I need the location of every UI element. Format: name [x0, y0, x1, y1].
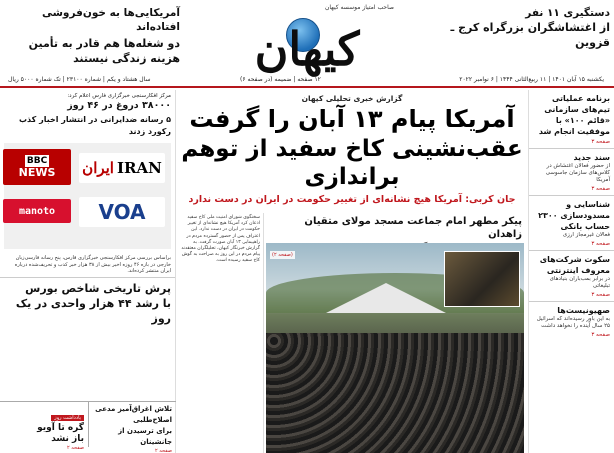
commentary-title: تلاش اغراق‌آمیز مدعی اصلاح‌طلبی: [95, 405, 172, 424]
logo-area[interactable]: [200, 4, 414, 76]
masthead-left-headline-2: دو شغله‌ها هم قادر به تأمین هزینه زندگی نیستند: [28, 37, 180, 65]
iran-persian-wordmark: ایران: [82, 159, 114, 177]
main-lower-section: [178, 213, 526, 453]
main-column: [178, 90, 526, 453]
masthead-left-headline-1: آمریکایی‌ها به خون‌فروشی افتاده‌اند: [41, 7, 180, 33]
date-text: یکشنبه ۱۵ آبان ۱۴۰۱ | ۱۱ ربیع‌الثانی ۱۴۴۴ | ۶ نوامبر ۲۰۲۲: [459, 76, 604, 83]
lead-story-text: سخنگوی شورای امنیت ملی کاخ سفید اذعان کرد آمریکا هیچ نشانه‌ای از تغییر حکومت در ایران در دست ندارد. این اعتراف پس از حضور گسترده مردم در راهپیمایی ۱۳ آبان صورت گرفت. به گزارش خبرنگار کیهان، تحلیلگران معتقدند پیام مردم در این روز به صراحت به گوش کاخ سفید رسیده است.: [178, 213, 264, 453]
left-headline-3-line-1: پرش تاریخی شاخص بورس: [25, 281, 171, 295]
right-story-source: صفحه ۳: [591, 139, 610, 145]
masthead-right-story[interactable]: [432, 6, 610, 50]
photo-inset-portrait: [444, 251, 520, 307]
right-story-title-2: از حضور فعالان اغتشاش در کلاس‌های سازمان جاسوسی آمریکا: [545, 163, 610, 183]
main-subhead[interactable]: جان کربی: آمریکا هیچ نشانه‌ای از تغییر حکومت در ایران در دست ندارد: [188, 194, 516, 205]
right-story-4[interactable]: [529, 251, 614, 302]
main-headline-1[interactable]: آمریکا پیام ۱۳ آبان را گرفت: [189, 105, 515, 133]
left-headline-3-line-2: با رشد ۴۴ هزار واحدی در یک روز: [15, 296, 171, 325]
right-story-source: صفحه ۳: [591, 292, 610, 298]
right-story-title: صهیونیست‌ها: [557, 306, 610, 315]
dateline: [0, 74, 614, 86]
editorial-title-2: باز نشد: [51, 434, 84, 444]
right-story-3[interactable]: [529, 196, 614, 251]
right-story-title: شناسایی و مسدودسازی ۲۳۰۰ حساب بانکی: [538, 200, 610, 231]
right-story-source: صفحه ۳: [591, 186, 610, 192]
bbc-news-logo: [3, 149, 71, 185]
left-headline-3[interactable]: [0, 277, 175, 329]
funeral-crowd-photo[interactable]: [266, 243, 524, 453]
right-story-title: سکوت شرکت‌های معروف اینترنتی: [539, 255, 610, 275]
commentary-box[interactable]: [88, 401, 176, 453]
left-bottom-boxes: [0, 401, 176, 453]
manoto-logo: manoto: [3, 199, 71, 223]
iran-latin-wordmark: IRAN: [116, 159, 162, 177]
right-story-1[interactable]: [529, 90, 614, 149]
editorial-source: صفحه ۲: [67, 445, 84, 451]
main-kicker: گزارش خبری تحلیلی کیهان: [301, 94, 403, 103]
iran-international-logo: [79, 153, 165, 183]
editorial-tag: یادداشت روز: [51, 415, 84, 421]
right-story-2[interactable]: [529, 149, 614, 196]
right-story-title: سند جدید: [573, 153, 610, 162]
media-logos-image: [4, 143, 171, 249]
right-story-title: برنامه عملیاتی تیم‌های سازمانی: [544, 94, 610, 114]
editorial-title: گره تا آویو: [37, 423, 84, 433]
editorial-box[interactable]: [0, 401, 88, 451]
right-story-title-2: فعالان غیرمجاز ارزی: [562, 232, 610, 238]
commentary-source: صفحه ۲: [155, 448, 172, 453]
left-headline-1[interactable]: ۳۸۰۰۰ دروغ در ۴۶ روز: [67, 100, 171, 111]
issue-text: سال هشتاد و یکم | شماره ۲۳۱۰۰ | تک شماره ۵۰۰۰ ریال: [8, 76, 151, 83]
funeral-story-title-1: پیکر مطهر امام جماعت مسجد مولای متقیان زاهدان: [304, 216, 522, 240]
voa-logo: VOA: [79, 197, 165, 227]
news-wordmark: NEWS: [18, 166, 56, 179]
left-body-text: براساس بررسی مرکز افکارسنجی خبرگزاری فارس، پنج رسانه فارسی‌زبان خارجی در بازه ۴۶ روزه اخیر بیش از ۳۸ هزار خبر کذب و تحریف‌شده درباره ایران منتشر کرده‌اند.: [14, 255, 171, 274]
bbc-letters: BBC: [26, 156, 48, 166]
right-column: [528, 90, 614, 453]
right-story-5[interactable]: [529, 302, 614, 341]
commentary-title-2: برای ترسیدن از جانشینان: [118, 427, 172, 446]
left-column: [0, 90, 176, 453]
slogan: صاحب امتیاز موسسه کیهان: [324, 4, 394, 11]
right-story-title-2: در برابر بمب‌باران بنیادهای تبلیغاتی: [549, 276, 610, 289]
photo-caption: (صفحه ۲): [272, 252, 293, 258]
right-story-source: صفحه ۳: [591, 241, 610, 247]
right-story-title-2: «قائم ۱۰۰» با موفقیت انجام شد: [538, 116, 610, 136]
left-headline-2[interactable]: ۵ رسانه ضدایرانی در انتشار اخبار کذب رکورد زدند: [18, 115, 171, 136]
masthead: [0, 0, 614, 88]
masthead-right-headline-2: از اغتشاشگران بزرگراه کرج ـ قزوین: [450, 21, 610, 49]
masthead-right-headline-1: دستگیری ۱۱ نفر: [525, 7, 610, 19]
right-story-source: صفحه ۳: [591, 332, 610, 338]
right-story-title-2: به این باور رسیده‌اند که اسرائیل ۲۵ سال آینده را نخواهد داشت: [536, 316, 610, 329]
photo-crowd: [266, 333, 524, 453]
left-kicker: مرکز افکارسنجی خبرگزاری فارس اعلام کرد:: [67, 93, 171, 99]
masthead-left-story[interactable]: [4, 6, 180, 66]
newspaper-logo: کیهان: [254, 22, 360, 76]
main-headline-2[interactable]: عقب‌نشینی کاخ سفید از توهم براندازی: [181, 136, 523, 190]
pages-text: ۱۲ صفحه | ضمیمه (در صفحه ۶): [240, 76, 321, 83]
